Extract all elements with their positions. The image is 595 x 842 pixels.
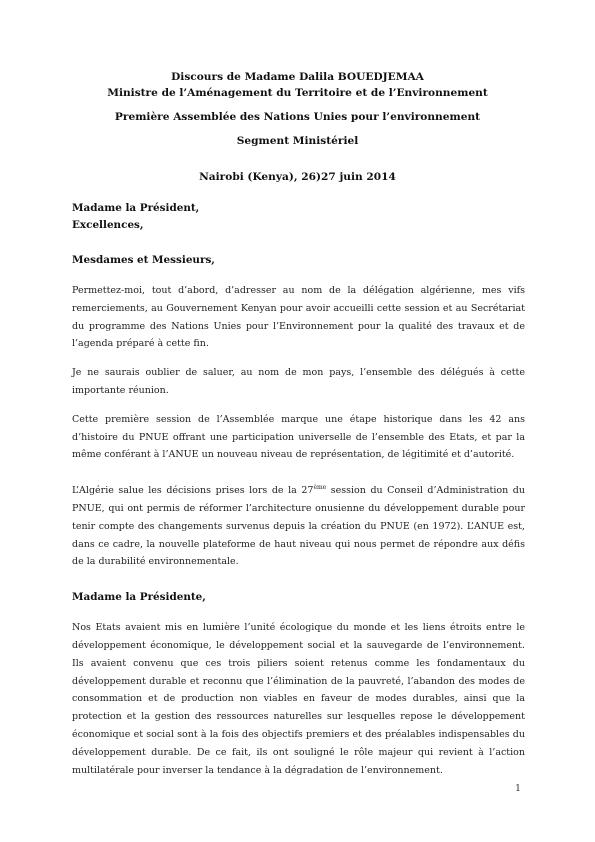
- salutation-audience: Mesdames et Messieurs,: [72, 254, 215, 266]
- event-name: Première Assemblée des Nations Unies pour l’environnement: [114, 111, 481, 123]
- ordinal-superscript: ème: [313, 484, 327, 492]
- section-heading-presidente: Madame la Présidente,: [72, 591, 206, 604]
- paragraph-decisions-rest: session du Conseil d’Administration du PNUE, qui ont permis de réformer l’architecture onusienne du développement durable pour tenir compte des changements survenus depuis la création du PNUE (en 1972). L’ANUE est, dans ce cadre, la nouvelle plateforme de haut niveau qui nous permet de répondre aux défis de la durabilité environnementale.: [72, 485, 525, 568]
- speaker-role: Ministre de l’Aménagement du Territoire et de l’Environnement: [107, 87, 488, 99]
- paragraph-decisions: [72, 482, 525, 571]
- paragraph-thanks: Permettez-moi, tout d’abord, d’adresser au nom de la délégation algérienne, mes vifs remerciements, au Gouvernement Kenyan pour avoir accueilli cette session et au Secrétariat du programme des Nations Unies pour l’Environnement pour la qualité des travaux et de l’agenda préparé à cette fin.: [72, 285, 525, 350]
- page-number: 1: [515, 783, 522, 794]
- event-location-date: Nairobi (Kenya), 26)27 juin 2014: [199, 171, 396, 183]
- event-segment: Segment Ministériel: [236, 135, 359, 147]
- paragraph-sustainable-development: Nos Etats avaient mis en lumière l’unité écologique du monde et les liens étroits entre le développement économique, le développement social et la sauvegarde de l’environnement. Ils avaient convenu que ces trois piliers soient retenus comme les fondamentaux du développement durable et reconnu que l’élimination de la pauvreté, l’abandon des modes de consommation et de production non viables en faveur de modes durables, ainsi que la protection et la gestion des ressources naturelles sur lesquelles repose le développement économique et social sont à la fois des objectifs premiers et des préalables indispensables du développement durable. De ce fait, ils ont souligné le rôle majeur qui revient à l’action multilatérale pour inverser la tendance à la dégradation de l’environnement.: [72, 622, 525, 776]
- speech-title: Discours de Madame Dalila BOUEDJEMAA: [171, 71, 424, 83]
- speech-body: [72, 200, 525, 779]
- salutation-president: Madame la Président,: [72, 202, 200, 214]
- paragraph-decisions-start: L’Algérie salue les décisions prises lors de la 27: [72, 485, 314, 497]
- paragraph-greetings: Je ne saurais oublier de saluer, au nom de mon pays, l’ensemble des délégués à cette importante réunion.: [72, 367, 525, 396]
- salutation-excellences: Excellences,: [72, 219, 144, 231]
- speech-title-block: [70, 69, 525, 185]
- paragraph-historic-session: Cette première session de l’Assemblée marque une étape historique dans les 42 ans d’histoire du PNUE offrant une participation universelle de l’ensemble des Etats, et par la même conférant à l’ANUE un nouveau niveau de représentation, de légitimité et d’autorité.: [72, 413, 525, 461]
